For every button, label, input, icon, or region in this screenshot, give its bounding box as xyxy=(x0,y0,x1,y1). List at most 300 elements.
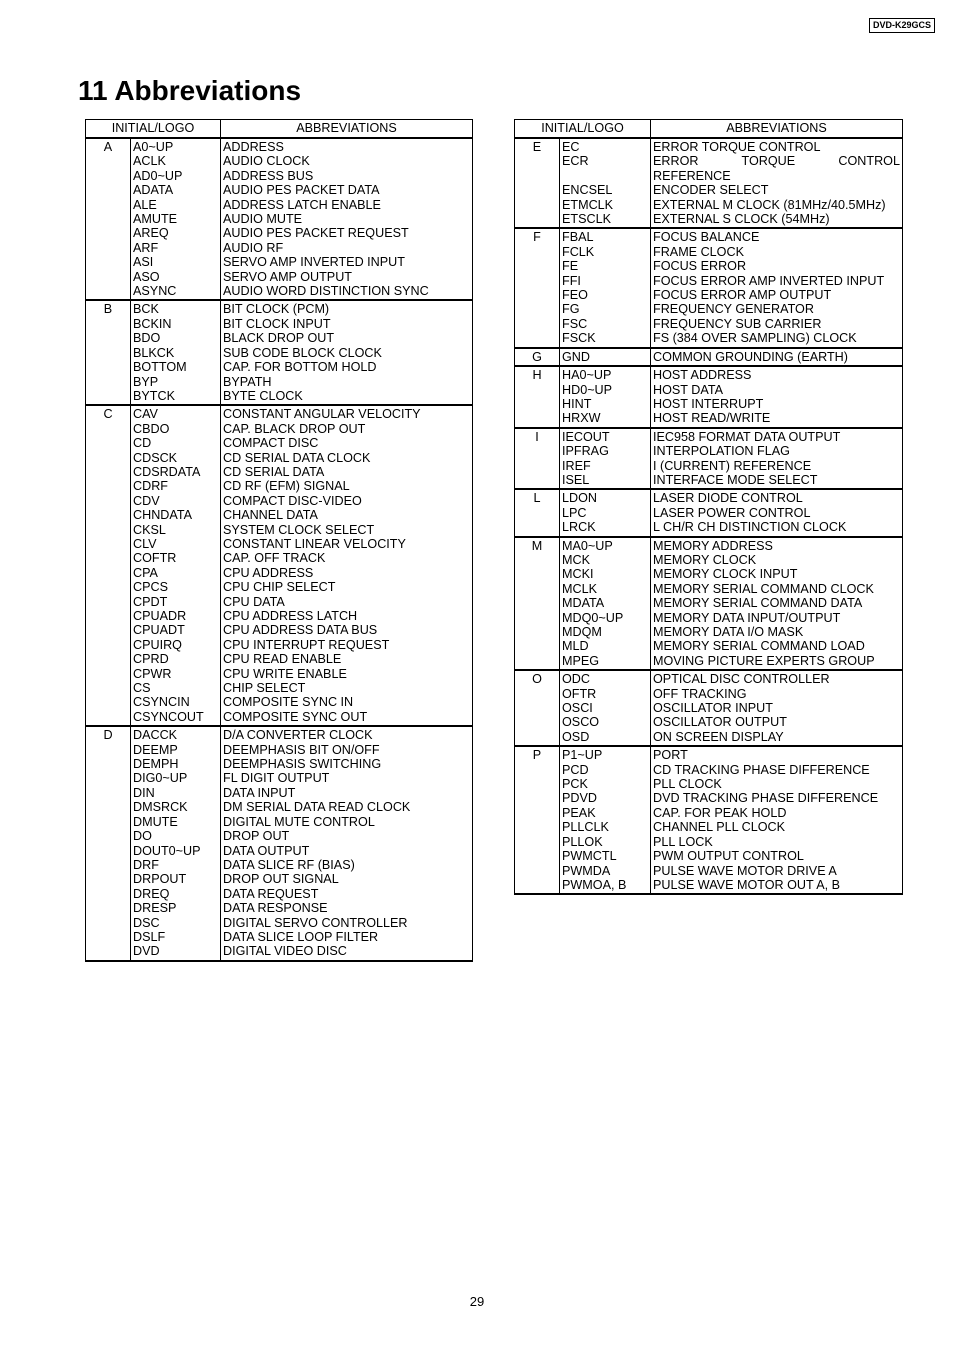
letter-group-b xyxy=(86,300,473,405)
abbreviation-meaning: EXTERNAL M CLOCK (81MHz/40.5MHz) xyxy=(651,198,903,212)
table-row xyxy=(86,623,473,637)
abbreviation-code: DIG0~UP xyxy=(131,771,221,785)
abbreviation-meaning: FOCUS ERROR AMP INVERTED INPUT xyxy=(651,274,903,288)
letter-group-o xyxy=(515,670,903,746)
abbreviation-code: DVD xyxy=(131,944,221,960)
group-letter: D xyxy=(86,726,131,961)
abbreviation-code: DRPOUT xyxy=(131,872,221,886)
abbreviation-code xyxy=(560,169,651,183)
abbreviation-meaning: DATA RESPONSE xyxy=(221,901,473,915)
abbreviation-code: FE xyxy=(560,259,651,273)
table-row xyxy=(86,300,473,316)
abbreviation-meaning: ERROR TORQUE CONTROL xyxy=(651,154,903,168)
abbreviation-code: CSYNCIN xyxy=(131,695,221,709)
abbreviation-meaning: DATA SLICE LOOP FILTER xyxy=(221,930,473,944)
abbreviation-code: LPC xyxy=(560,506,651,520)
table-row xyxy=(86,609,473,623)
abbreviation-code: PCK xyxy=(560,777,651,791)
abbreviation-meaning: ADDRESS xyxy=(221,138,473,154)
abbreviation-code: HA0~UP xyxy=(560,366,651,382)
table-row xyxy=(86,465,473,479)
abbreviation-code: BYP xyxy=(131,375,221,389)
table-row xyxy=(86,451,473,465)
abbreviation-code: FBAL xyxy=(560,228,651,244)
abbreviation-meaning: MEMORY CLOCK INPUT xyxy=(651,567,903,581)
abbreviation-code: CPUIRQ xyxy=(131,638,221,652)
abbreviation-code: PWMOA, B xyxy=(560,878,651,894)
abbreviation-code: DSLF xyxy=(131,930,221,944)
letter-group-l xyxy=(515,489,903,536)
abbreviation-code: FSC xyxy=(560,317,651,331)
abbreviation-meaning: SERVO AMP INVERTED INPUT xyxy=(221,255,473,269)
table-row xyxy=(86,154,473,168)
abbreviation-meaning: SERVO AMP OUTPUT xyxy=(221,270,473,284)
abbreviation-meaning: MEMORY DATA INPUT/OUTPUT xyxy=(651,611,903,625)
table-row xyxy=(86,800,473,814)
abbreviation-meaning: AUDIO WORD DISTINCTION SYNC xyxy=(221,284,473,300)
abbreviation-code: OSD xyxy=(560,730,651,746)
abbreviation-meaning: CPU READ ENABLE xyxy=(221,652,473,666)
abbreviation-code: CPCS xyxy=(131,580,221,594)
abbreviation-meaning: CHANNEL DATA xyxy=(221,508,473,522)
abbreviation-code: ASO xyxy=(131,270,221,284)
abbreviation-code: CPUADT xyxy=(131,623,221,637)
table-row xyxy=(86,375,473,389)
abbreviation-meaning: LASER DIODE CONTROL xyxy=(651,489,903,505)
abbreviation-meaning: CPU WRITE ENABLE xyxy=(221,667,473,681)
abbreviation-code: BCK xyxy=(131,300,221,316)
abbreviation-code: CAV xyxy=(131,405,221,421)
table-row xyxy=(86,786,473,800)
table-row xyxy=(86,638,473,652)
table-row xyxy=(86,681,473,695)
table-row xyxy=(86,901,473,915)
group-letter: O xyxy=(515,670,560,746)
abbreviations-header: ABBREVIATIONS xyxy=(651,120,903,139)
abbreviation-code: PDVD xyxy=(560,791,651,805)
page-number: 29 xyxy=(469,1294,485,1309)
group-letter: I xyxy=(515,428,560,490)
table-row xyxy=(86,551,473,565)
table-row xyxy=(515,383,903,397)
table-row xyxy=(86,858,473,872)
abbreviation-meaning: L CH/R CH DISTINCTION CLOCK xyxy=(651,520,903,536)
abbreviation-meaning: DATA REQUEST xyxy=(221,887,473,901)
table-row xyxy=(86,138,473,154)
abbreviation-code: PWMDA xyxy=(560,864,651,878)
table-row xyxy=(86,667,473,681)
abbreviation-meaning: OSCILLATOR INPUT xyxy=(651,701,903,715)
abbreviation-code: OFTR xyxy=(560,687,651,701)
abbreviation-meaning: ON SCREEN DISPLAY xyxy=(651,730,903,746)
abbreviation-code: FSCK xyxy=(560,331,651,347)
abbreviation-meaning: MEMORY SERIAL COMMAND LOAD xyxy=(651,639,903,653)
letter-group-d xyxy=(86,726,473,961)
group-letter: H xyxy=(515,366,560,428)
abbreviation-code: MA0~UP xyxy=(560,537,651,553)
abbreviation-code: FG xyxy=(560,302,651,316)
abbreviation-code: DIN xyxy=(131,786,221,800)
abbreviation-code: OSCO xyxy=(560,715,651,729)
abbreviation-code: FFI xyxy=(560,274,651,288)
table-row xyxy=(86,169,473,183)
table-row xyxy=(86,212,473,226)
table-row xyxy=(515,596,903,610)
table-row xyxy=(515,411,903,427)
abbreviation-meaning: DATA SLICE RF (BIAS) xyxy=(221,858,473,872)
abbreviation-meaning: PLL LOCK xyxy=(651,835,903,849)
table-row xyxy=(86,389,473,405)
abbreviation-code: HINT xyxy=(560,397,651,411)
abbreviation-code: FCLK xyxy=(560,245,651,259)
abbreviation-meaning: DIGITAL MUTE CONTROL xyxy=(221,815,473,829)
table-row xyxy=(515,639,903,653)
table-header-row xyxy=(515,120,903,139)
table-row xyxy=(515,878,903,894)
table-row xyxy=(515,506,903,520)
abbreviation-meaning: INTERFACE MODE SELECT xyxy=(651,473,903,489)
abbreviations-header: ABBREVIATIONS xyxy=(221,120,473,139)
abbreviation-code: LDON xyxy=(560,489,651,505)
abbreviation-code: EC xyxy=(560,138,651,154)
table-row xyxy=(86,183,473,197)
table-row xyxy=(86,317,473,331)
abbreviation-meaning: ADDRESS LATCH ENABLE xyxy=(221,198,473,212)
abbreviation-code: BOTTOM xyxy=(131,360,221,374)
group-letter: F xyxy=(515,228,560,347)
abbreviation-code: DO xyxy=(131,829,221,843)
abbreviation-meaning: SYSTEM CLOCK SELECT xyxy=(221,523,473,537)
table-row xyxy=(515,835,903,849)
abbreviation-code: PWMCTL xyxy=(560,849,651,863)
abbreviation-code: CHNDATA xyxy=(131,508,221,522)
table-row xyxy=(86,595,473,609)
table-row xyxy=(515,611,903,625)
table-row xyxy=(515,348,903,366)
letter-group-g xyxy=(515,348,903,366)
table-row xyxy=(86,494,473,508)
abbreviation-meaning: MEMORY SERIAL COMMAND DATA xyxy=(651,596,903,610)
table-row xyxy=(515,331,903,347)
group-letter: E xyxy=(515,138,560,228)
table-row xyxy=(515,864,903,878)
abbreviation-code: CPDT xyxy=(131,595,221,609)
abbreviation-meaning: CPU ADDRESS DATA BUS xyxy=(221,623,473,637)
abbreviation-code: CLV xyxy=(131,537,221,551)
table-row xyxy=(515,302,903,316)
table-row xyxy=(515,198,903,212)
table-row xyxy=(515,715,903,729)
abbreviation-meaning: MEMORY DATA I/O MASK xyxy=(651,625,903,639)
initial-logo-header: INITIAL/LOGO xyxy=(86,120,221,139)
abbreviation-code: BYTCK xyxy=(131,389,221,405)
table-row xyxy=(515,625,903,639)
abbreviation-meaning: CHANNEL PLL CLOCK xyxy=(651,820,903,834)
abbreviation-meaning: FS (384 OVER SAMPLING) CLOCK xyxy=(651,331,903,347)
abbreviation-meaning: CAP. BLACK DROP OUT xyxy=(221,422,473,436)
abbreviation-code: ETMCLK xyxy=(560,198,651,212)
table-row xyxy=(86,479,473,493)
abbreviation-code: CPA xyxy=(131,566,221,580)
abbreviation-meaning: COMPACT DISC xyxy=(221,436,473,450)
table-header-row xyxy=(86,120,473,139)
table-row xyxy=(86,771,473,785)
table-row xyxy=(515,459,903,473)
abbreviation-meaning: AUDIO PES PACKET DATA xyxy=(221,183,473,197)
table-row xyxy=(86,695,473,709)
table-row xyxy=(515,444,903,458)
abbreviation-meaning: D/A CONVERTER CLOCK xyxy=(221,726,473,742)
abbreviation-meaning: I (CURRENT) REFERENCE xyxy=(651,459,903,473)
abbreviation-meaning: ERROR TORQUE CONTROL xyxy=(651,138,903,154)
abbreviation-code: ADATA xyxy=(131,183,221,197)
table-row xyxy=(86,436,473,450)
abbreviation-meaning: HOST ADDRESS xyxy=(651,366,903,382)
abbreviation-meaning: AUDIO CLOCK xyxy=(221,154,473,168)
table-row xyxy=(515,428,903,444)
abbreviation-code: HD0~UP xyxy=(560,383,651,397)
abbreviation-meaning: FOCUS ERROR xyxy=(651,259,903,273)
table-row xyxy=(86,198,473,212)
abbreviation-code: PLLOK xyxy=(560,835,651,849)
table-row xyxy=(86,346,473,360)
abbreviation-meaning: CPU DATA xyxy=(221,595,473,609)
abbreviation-code: AREQ xyxy=(131,226,221,240)
table-row xyxy=(86,537,473,551)
table-row xyxy=(515,473,903,489)
abbreviation-meaning: PORT xyxy=(651,746,903,762)
abbreviation-meaning: DIGITAL SERVO CONTROLLER xyxy=(221,916,473,930)
abbreviation-code: CKSL xyxy=(131,523,221,537)
abbreviation-code: DACCK xyxy=(131,726,221,742)
abbreviation-code: IECOUT xyxy=(560,428,651,444)
abbreviation-code: CDSRDATA xyxy=(131,465,221,479)
abbreviation-meaning: FRAME CLOCK xyxy=(651,245,903,259)
abbreviation-code: OSCI xyxy=(560,701,651,715)
abbreviation-meaning: CAP. FOR PEAK HOLD xyxy=(651,806,903,820)
abbreviation-code: ALE xyxy=(131,198,221,212)
abbreviation-code: DRESP xyxy=(131,901,221,915)
abbreviation-code: CS xyxy=(131,681,221,695)
abbreviation-code: MPEG xyxy=(560,654,651,670)
initial-logo-header: INITIAL/LOGO xyxy=(515,120,651,139)
table-row xyxy=(515,537,903,553)
abbreviation-meaning: HOST DATA xyxy=(651,383,903,397)
abbreviation-code: GND xyxy=(560,348,651,366)
abbreviation-meaning: PLL CLOCK xyxy=(651,777,903,791)
abbreviation-code: MLD xyxy=(560,639,651,653)
abbreviation-code: DEMPH xyxy=(131,757,221,771)
abbreviation-meaning: SUB CODE BLOCK CLOCK xyxy=(221,346,473,360)
abbreviation-code: PEAK xyxy=(560,806,651,820)
group-letter: G xyxy=(515,348,560,366)
abbreviation-meaning: ENCODER SELECT xyxy=(651,183,903,197)
abbreviation-code: CSYNCOUT xyxy=(131,710,221,726)
table-row xyxy=(515,791,903,805)
abbreviation-meaning: CPU CHIP SELECT xyxy=(221,580,473,594)
abbreviations-table-left xyxy=(85,119,473,962)
abbreviation-meaning: CPU ADDRESS xyxy=(221,566,473,580)
group-letter: M xyxy=(515,537,560,671)
table-row xyxy=(515,154,903,168)
table-row xyxy=(515,489,903,505)
abbreviation-meaning: CHIP SELECT xyxy=(221,681,473,695)
abbreviation-code: MCKI xyxy=(560,567,651,581)
table-row xyxy=(86,887,473,901)
abbreviation-meaning: EXTERNAL S CLOCK (54MHz) xyxy=(651,212,903,228)
abbreviation-code: AD0~UP xyxy=(131,169,221,183)
table-row xyxy=(515,259,903,273)
letter-group-f xyxy=(515,228,903,347)
abbreviation-meaning: AUDIO PES PACKET REQUEST xyxy=(221,226,473,240)
abbreviation-code: AMUTE xyxy=(131,212,221,226)
abbreviation-code: ISEL xyxy=(560,473,651,489)
abbreviation-meaning: DEEMPHASIS BIT ON/OFF xyxy=(221,743,473,757)
abbreviation-meaning: DROP OUT SIGNAL xyxy=(221,872,473,886)
table-row xyxy=(515,317,903,331)
abbreviation-meaning: FREQUENCY GENERATOR xyxy=(651,302,903,316)
abbreviation-meaning: FREQUENCY SUB CARRIER xyxy=(651,317,903,331)
abbreviation-meaning: COMPOSITE SYNC OUT xyxy=(221,710,473,726)
table-row xyxy=(86,844,473,858)
abbreviation-code: DRF xyxy=(131,858,221,872)
table-row xyxy=(515,553,903,567)
letter-group-a xyxy=(86,138,473,300)
abbreviation-meaning: DROP OUT xyxy=(221,829,473,843)
abbreviation-code: CD xyxy=(131,436,221,450)
abbreviation-code: PCD xyxy=(560,763,651,777)
abbreviation-code: BDO xyxy=(131,331,221,345)
abbreviation-meaning: CD SERIAL DATA CLOCK xyxy=(221,451,473,465)
abbreviation-meaning: HOST READ/WRITE xyxy=(651,411,903,427)
abbreviation-meaning: CD TRACKING PHASE DIFFERENCE xyxy=(651,763,903,777)
table-row xyxy=(86,241,473,255)
table-row xyxy=(515,777,903,791)
table-row xyxy=(86,944,473,960)
letter-group-i xyxy=(515,428,903,490)
abbreviation-code: ETSCLK xyxy=(560,212,651,228)
abbreviation-meaning: DIGITAL VIDEO DISC xyxy=(221,944,473,960)
table-row xyxy=(515,520,903,536)
abbreviation-code: PLLCLK xyxy=(560,820,651,834)
abbreviation-meaning: COMPACT DISC-VIDEO xyxy=(221,494,473,508)
abbreviation-meaning: CONSTANT ANGULAR VELOCITY xyxy=(221,405,473,421)
table-row xyxy=(515,567,903,581)
table-row xyxy=(515,169,903,183)
abbreviation-meaning: CAP. FOR BOTTOM HOLD xyxy=(221,360,473,374)
abbreviation-code: MCLK xyxy=(560,582,651,596)
abbreviation-code: IREF xyxy=(560,459,651,473)
table-row xyxy=(86,270,473,284)
abbreviation-code: BCKIN xyxy=(131,317,221,331)
table-row xyxy=(86,255,473,269)
table-row xyxy=(86,523,473,537)
abbreviation-code: CBDO xyxy=(131,422,221,436)
abbreviation-meaning: REFERENCE xyxy=(651,169,903,183)
abbreviation-code: IPFRAG xyxy=(560,444,651,458)
table-row xyxy=(86,508,473,522)
abbreviation-code: COFTR xyxy=(131,551,221,565)
abbreviation-meaning: CD RF (EFM) SIGNAL xyxy=(221,479,473,493)
abbreviation-meaning: CPU ADDRESS LATCH xyxy=(221,609,473,623)
letter-group-e xyxy=(515,138,903,228)
abbreviation-code: CDV xyxy=(131,494,221,508)
table-row xyxy=(86,916,473,930)
table-row xyxy=(515,274,903,288)
abbreviation-meaning: DATA INPUT xyxy=(221,786,473,800)
abbreviation-meaning: PULSE WAVE MOTOR DRIVE A xyxy=(651,864,903,878)
table-row xyxy=(86,226,473,240)
abbreviation-code: MDATA xyxy=(560,596,651,610)
abbreviation-code: ASYNC xyxy=(131,284,221,300)
table-row xyxy=(86,930,473,944)
table-row xyxy=(86,566,473,580)
abbreviation-meaning: COMPOSITE SYNC IN xyxy=(221,695,473,709)
abbreviation-code: DSC xyxy=(131,916,221,930)
abbreviation-code: HRXW xyxy=(560,411,651,427)
abbreviation-meaning: PULSE WAVE MOTOR OUT A, B xyxy=(651,878,903,894)
abbreviation-code: CPWR xyxy=(131,667,221,681)
table-row xyxy=(515,397,903,411)
table-row xyxy=(515,730,903,746)
abbreviation-meaning: IEC958 FORMAT DATA OUTPUT xyxy=(651,428,903,444)
abbreviation-code: ECR xyxy=(560,154,651,168)
table-row xyxy=(515,228,903,244)
abbreviation-meaning: CAP. OFF TRACK xyxy=(221,551,473,565)
table-row xyxy=(86,360,473,374)
abbreviation-code: DEEMP xyxy=(131,743,221,757)
abbreviation-code: FEO xyxy=(560,288,651,302)
abbreviation-meaning: FOCUS BALANCE xyxy=(651,228,903,244)
abbreviation-code: ODC xyxy=(560,670,651,686)
abbreviation-code: MDQ0~UP xyxy=(560,611,651,625)
page-title: 11 Abbreviations xyxy=(78,75,302,106)
table-row xyxy=(86,652,473,666)
table-row xyxy=(86,829,473,843)
group-letter: L xyxy=(515,489,560,536)
abbreviation-meaning: MOVING PICTURE EXPERTS GROUP xyxy=(651,654,903,670)
abbreviation-code: ACLK xyxy=(131,154,221,168)
abbreviation-code: ENCSEL xyxy=(560,183,651,197)
table-row xyxy=(515,245,903,259)
table-row xyxy=(86,284,473,300)
table-row xyxy=(515,806,903,820)
abbreviation-meaning: DATA OUTPUT xyxy=(221,844,473,858)
letter-group-c xyxy=(86,405,473,726)
table-row xyxy=(86,405,473,421)
abbreviation-meaning: BYTE CLOCK xyxy=(221,389,473,405)
table-row xyxy=(515,183,903,197)
group-letter: B xyxy=(86,300,131,405)
abbreviation-code: DOUT0~UP xyxy=(131,844,221,858)
abbreviation-meaning: BYPATH xyxy=(221,375,473,389)
table-row xyxy=(86,726,473,742)
abbreviation-code: A0~UP xyxy=(131,138,221,154)
table-row xyxy=(515,849,903,863)
abbreviation-code: CPRD xyxy=(131,652,221,666)
group-letter: A xyxy=(86,138,131,300)
table-row xyxy=(515,582,903,596)
abbreviation-meaning: MEMORY CLOCK xyxy=(651,553,903,567)
abbreviation-code: BLKCK xyxy=(131,346,221,360)
table-row xyxy=(515,670,903,686)
abbreviation-code: LRCK xyxy=(560,520,651,536)
table-row xyxy=(86,872,473,886)
abbreviation-meaning: COMMON GROUNDING (EARTH) xyxy=(651,348,903,366)
abbreviation-meaning: CONSTANT LINEAR VELOCITY xyxy=(221,537,473,551)
abbreviation-meaning: FL DIGIT OUTPUT xyxy=(221,771,473,785)
abbreviation-meaning: LASER POWER CONTROL xyxy=(651,506,903,520)
